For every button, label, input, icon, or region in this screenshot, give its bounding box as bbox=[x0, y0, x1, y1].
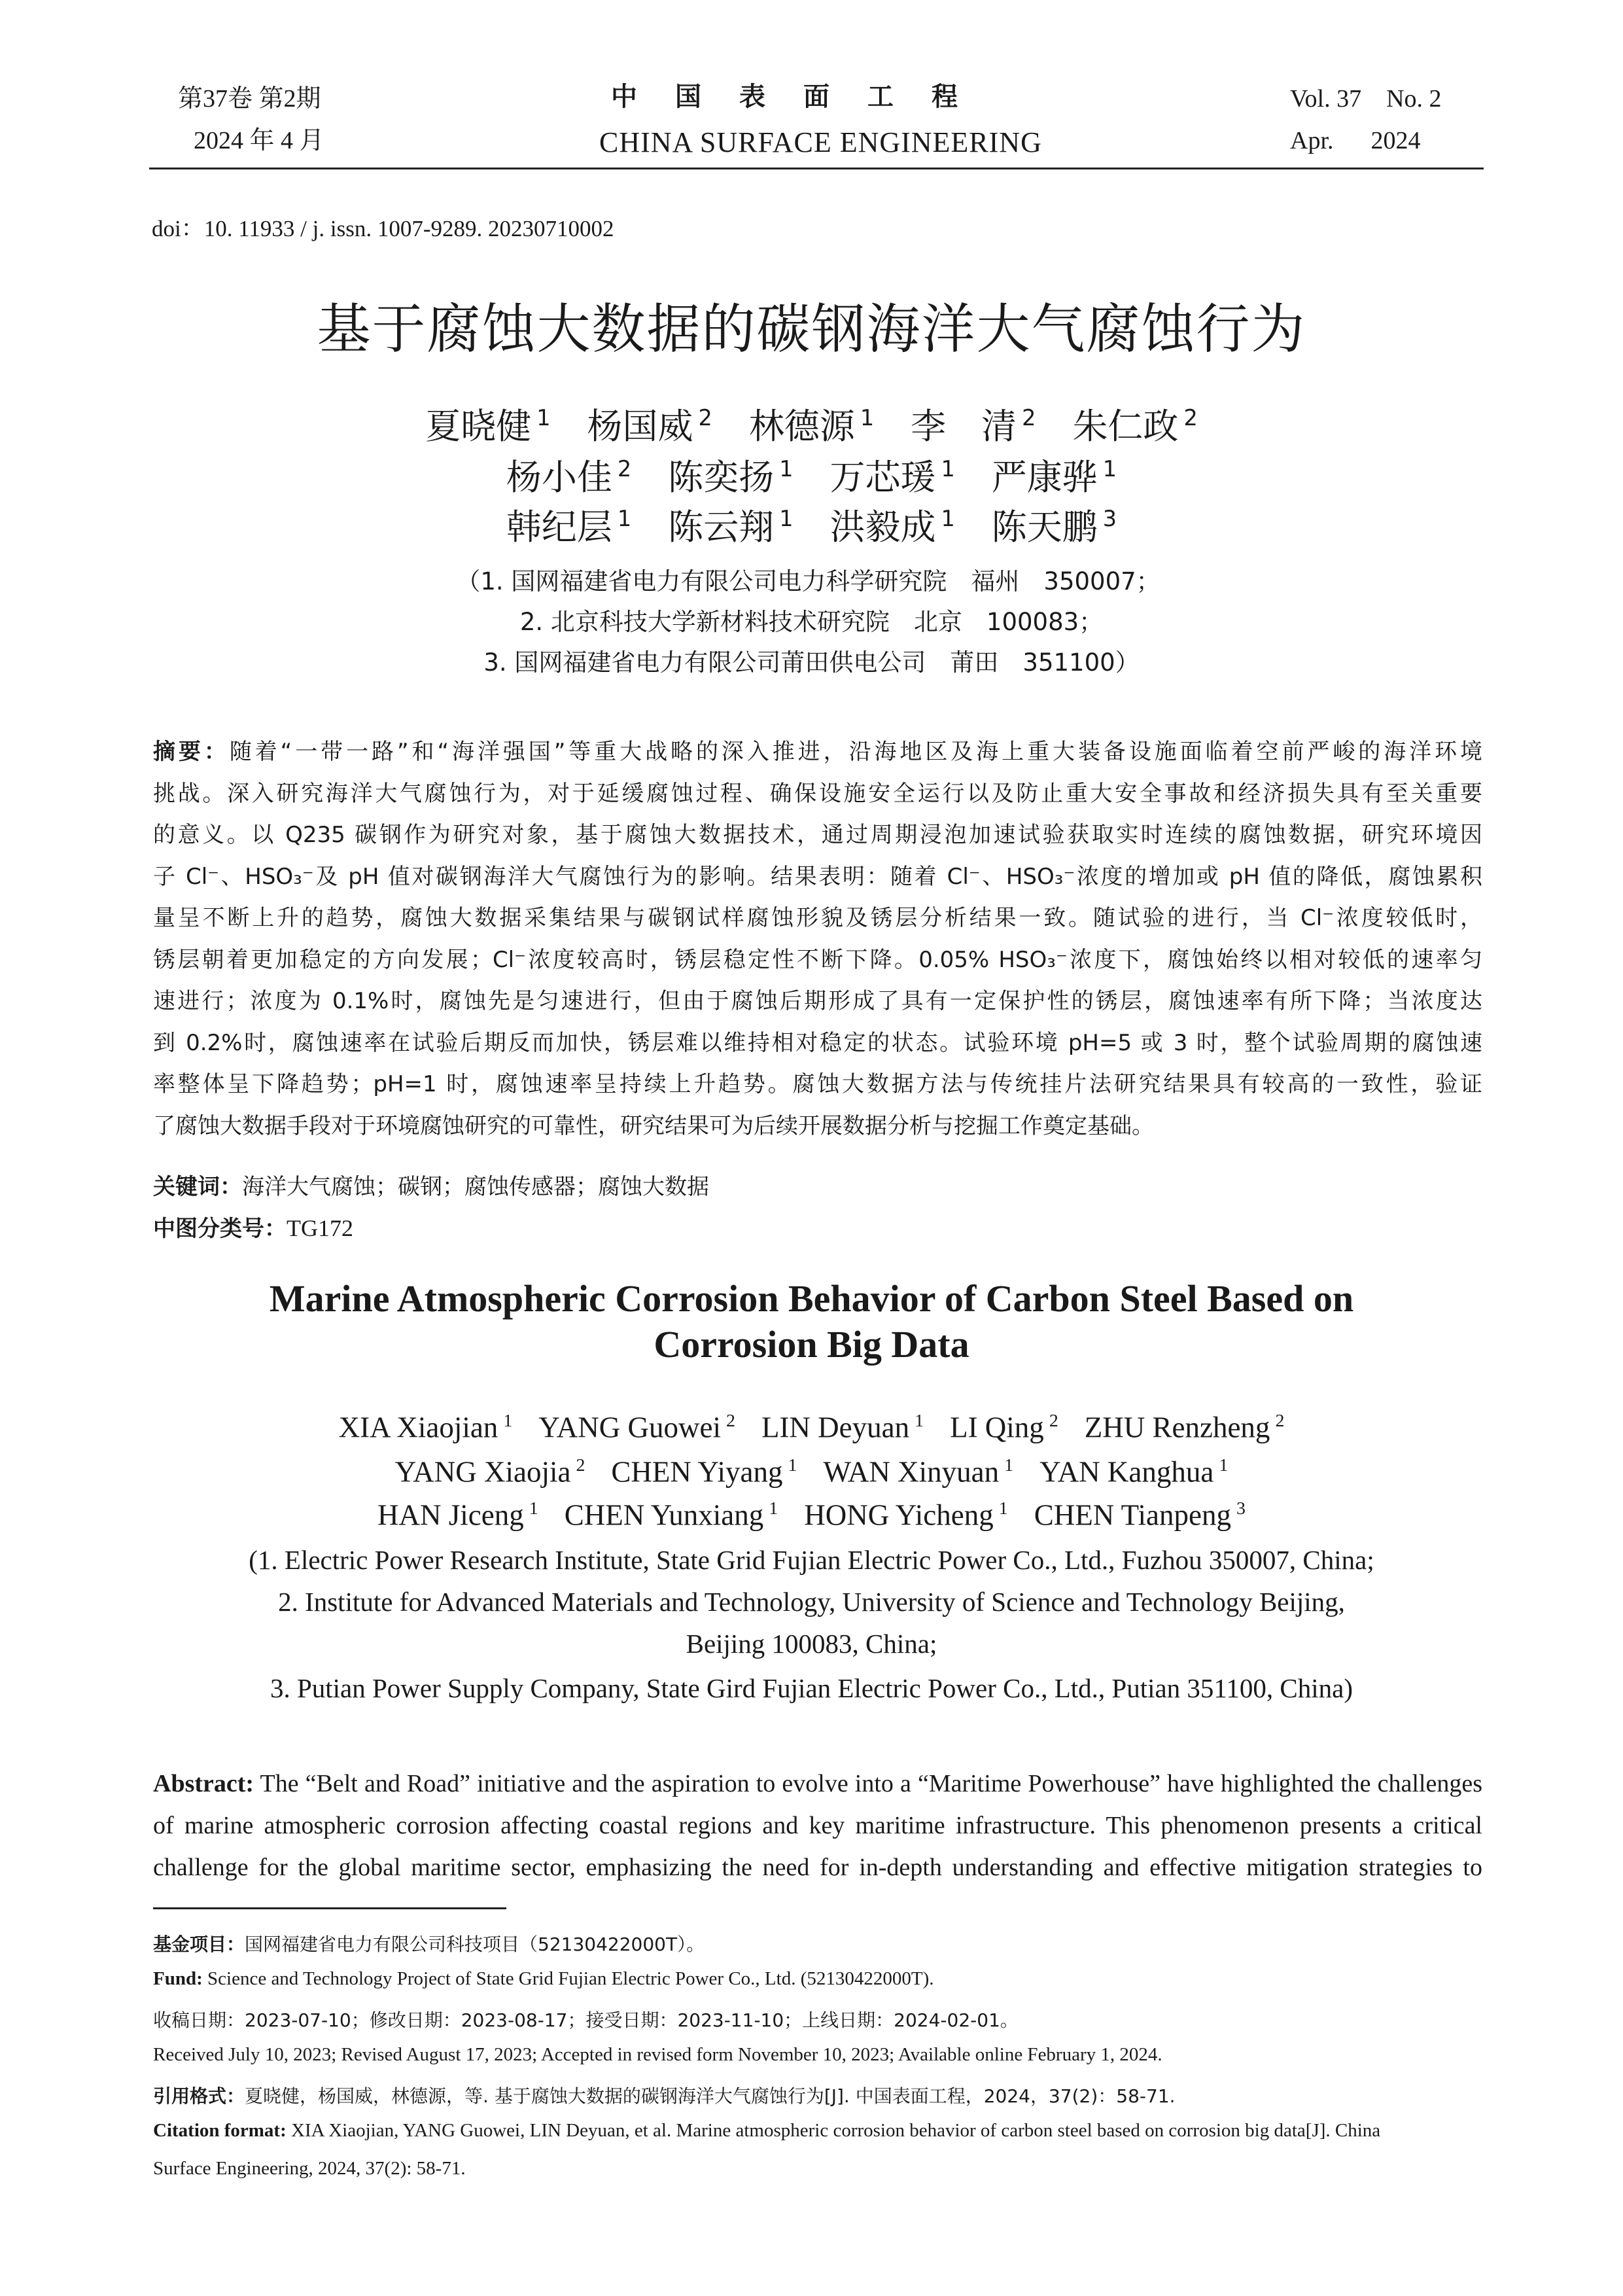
affiliation-en-2-cont: Beijing 100083, China; bbox=[686, 1629, 937, 1659]
author-name: CHEN Tianpeng bbox=[1034, 1498, 1232, 1532]
footnote-dates-en: Received July 10, 2023; Revised August 17, 2023; Accepted in revised form November 10, 2023; Available online February 1, 2024. bbox=[153, 2044, 1162, 2065]
affiliation-en-3: 3. Putian Power Supply Company, State Gird Fujian Electric Power Co., Ltd., Putian 351100, China) bbox=[270, 1673, 1353, 1703]
author-name: YANG Xiaojia bbox=[394, 1455, 571, 1489]
abstract-cn-label: 摘要： bbox=[153, 739, 230, 765]
author bbox=[1085, 1412, 1285, 1443]
affiliation-cn-2: 2. 北京科技大学新材料技术研究院 北京 100083； bbox=[519, 608, 1104, 636]
affiliation-en-1: (1. Electric Power Research Institute, State Grid Fujian Electric Power Co., Ltd., Fuzhou 350007, China; bbox=[249, 1545, 1374, 1575]
abstract-en-line: The “Belt and Road” initiative and the aspiration to evolve into a “Maritime Powerhouse” have highlighted the challenges bbox=[254, 1770, 1482, 1797]
abstract-en-line: challenge for the global maritime sector, emphasizing the need for in-depth understanding and effective mitigation strategies to bbox=[153, 1854, 1482, 1881]
clc-number bbox=[153, 1210, 353, 1243]
fund-cn-text: 国网福建省电力有限公司科技项目（52130422000T）。 bbox=[245, 1934, 705, 1955]
author-name: 陈天鹏 bbox=[991, 506, 1098, 548]
fund-cn-label: 基金项目： bbox=[153, 1934, 245, 1955]
author-affiliation-index: 2 bbox=[698, 405, 712, 431]
abstract-cn-line: 随着“一带一路”和“海洋强国”等重大战略的深入推进，沿海地区及海上重大装备设施面临着空前严峻的海洋环境 bbox=[229, 739, 1482, 765]
keywords-cn bbox=[153, 1169, 709, 1201]
fund-en-text: Science and Technology Project of State Grid Fujian Electric Power Co., Ltd. (52130422000T). bbox=[202, 1968, 934, 1989]
footnote-dates-cn: 收稿日期：2023-07-10；修改日期：2023-08-17；接受日期：2023-11-10；上线日期：2024-02-01。 bbox=[153, 2009, 1019, 2031]
abstract-cn-line: 的意义。以 Q235 碳钢作为研究对象，基于腐蚀大数据技术，通过周期浸泡加速试验获取实时连续的腐蚀数据，研究环境因 bbox=[153, 822, 1482, 848]
footnote-citation-cn bbox=[153, 2082, 1176, 2108]
author bbox=[395, 1457, 585, 1487]
author-name: 杨小佳 bbox=[506, 457, 612, 499]
author bbox=[339, 1412, 513, 1443]
doi: doi：10. 11933 / j. issn. 1007-9289. 20230710002 bbox=[152, 216, 614, 241]
author-affiliation-index: 1 bbox=[529, 1498, 538, 1519]
clc-label: 中图分类号： bbox=[153, 1216, 287, 1242]
author-name: 万芯瑗 bbox=[829, 457, 936, 499]
author-affiliation-index: 1 bbox=[617, 506, 632, 531]
author bbox=[804, 1500, 1008, 1530]
author-affiliation-index: 2 bbox=[1049, 1411, 1058, 1431]
author-affiliation-index: 2 bbox=[576, 1455, 585, 1475]
header-volume-en: Vol. 37 No. 2 bbox=[1290, 85, 1442, 113]
title-cn: 基于腐蚀大数据的碳钢海洋大气腐蚀行为 bbox=[317, 298, 1306, 361]
author-name: ZHU Renzheng bbox=[1084, 1411, 1270, 1444]
abstract-en bbox=[153, 1763, 1482, 1888]
author-affiliation-index: 1 bbox=[998, 1498, 1008, 1519]
author-affiliation-index: 3 bbox=[1236, 1498, 1246, 1519]
author-name: CHEN Yiyang bbox=[611, 1455, 783, 1489]
authors-en-row-2 bbox=[0, 1457, 1623, 1487]
author bbox=[1072, 405, 1198, 448]
header-rule bbox=[149, 168, 1484, 169]
title-en-line-1: Marine Atmospheric Corrosion Behavior of Carbon Steel Based on bbox=[269, 1277, 1354, 1320]
author-affiliation-index: 3 bbox=[1102, 506, 1117, 531]
footnote-rule bbox=[153, 1907, 506, 1909]
author bbox=[991, 456, 1117, 499]
author-affiliation-index: 1 bbox=[941, 506, 955, 531]
author bbox=[950, 1412, 1058, 1443]
header-date-cn: 2024 年 4 月 bbox=[194, 127, 324, 154]
footnote-citation-en-cont: Surface Engineering, 2024, 37(2): 58-71. bbox=[153, 2158, 466, 2179]
author bbox=[506, 506, 632, 548]
abstract-en-label: Abstract: bbox=[153, 1770, 254, 1797]
author-name: 严康骅 bbox=[991, 457, 1098, 499]
author-name: YAN Kanghua bbox=[1039, 1455, 1214, 1489]
fund-en-label: Fund: bbox=[153, 1968, 203, 1989]
abstract-cn-line: 到 0.2%时，腐蚀速率在试验后期反而加快，锈层难以维持相对稳定的状态。试验环境 pH=5 或 3 时，整个试验周期的腐蚀速 bbox=[153, 1029, 1482, 1056]
header-date-en: Apr. 2024 bbox=[1290, 127, 1421, 154]
author-name: 韩纪层 bbox=[506, 506, 612, 548]
author-affiliation-index: 1 bbox=[503, 1411, 513, 1431]
author bbox=[668, 506, 794, 548]
author-name: YANG Guowei bbox=[538, 1411, 721, 1444]
author-affiliation-index: 1 bbox=[788, 1455, 797, 1475]
author bbox=[823, 1457, 1013, 1487]
author-affiliation-index: 2 bbox=[726, 1411, 735, 1431]
author-name: 洪毅成 bbox=[829, 506, 936, 548]
authors-en-row-1 bbox=[0, 1412, 1623, 1443]
author-affiliation-index: 2 bbox=[1183, 405, 1198, 431]
author-name: HAN Jiceng bbox=[377, 1498, 524, 1532]
abstract-cn-line: 子 Cl⁻、HSO₃⁻及 pH 值对碳钢海洋大气腐蚀行为的影响。结果表明：随着 Cl⁻、HSO₃⁻浓度的增加或 pH 值的降低，腐蚀累积 bbox=[153, 863, 1482, 890]
author-affiliation-index: 1 bbox=[1102, 456, 1117, 482]
author-name: LI Qing bbox=[950, 1411, 1044, 1444]
abstract-cn-line: 速进行；浓度为 0.1%时，腐蚀先是匀速进行，但由于腐蚀后期形成了具有一定保护性的锈层，腐蚀速率有所下降；当浓度达 bbox=[153, 988, 1482, 1014]
author-name: 李 清 bbox=[911, 406, 1017, 448]
keywords-cn-text: 海洋大气腐蚀；碳钢；腐蚀传感器；腐蚀大数据 bbox=[242, 1174, 709, 1200]
authors-cn-row-2 bbox=[0, 456, 1623, 499]
author-affiliation-index: 1 bbox=[1004, 1455, 1014, 1475]
footnote-fund-en bbox=[153, 1968, 934, 1990]
author bbox=[748, 405, 875, 448]
abstract-cn bbox=[153, 732, 1482, 1147]
author bbox=[1034, 1500, 1246, 1530]
author-name: HONG Yicheng bbox=[804, 1498, 994, 1532]
title-en-line-2: Corrosion Big Data bbox=[654, 1323, 969, 1366]
authors-cn-row-3 bbox=[0, 506, 1623, 548]
author bbox=[829, 506, 955, 548]
keywords-cn-label: 关键词： bbox=[153, 1174, 242, 1200]
author-affiliation-index: 2 bbox=[1022, 405, 1036, 431]
affiliation-cn-1: （1. 国网福建省电力有限公司电力科学研究院 福州 350007； bbox=[456, 567, 1161, 595]
author bbox=[668, 456, 794, 499]
author-name: XIA Xiaojian bbox=[338, 1411, 498, 1444]
affiliation-cn-3: 3. 国网福建省电力有限公司莆田供电公司 莆田 351100） bbox=[483, 648, 1140, 677]
citation-cn-text: 夏晓健，杨国威，林德源，等. 基于腐蚀大数据的碳钢海洋大气腐蚀行为[J]. 中国表面工程，2024，37(2)：58-71. bbox=[245, 2085, 1176, 2107]
journal-title-en: CHINA SURFACE ENGINEERING bbox=[599, 126, 1042, 158]
author-name: 杨国威 bbox=[587, 406, 693, 448]
author-name: LIN Deyuan bbox=[761, 1411, 910, 1444]
header-volume-cn: 第37卷 第2期 bbox=[178, 85, 321, 113]
author bbox=[377, 1500, 538, 1530]
abstract-cn-line: 挑战。深入研究海洋大气腐蚀行为，对于延缓腐蚀过程、确保设施安全运行以及防止重大安全事故和经济损失具有至关重要 bbox=[153, 780, 1482, 807]
journal-title-cn: 中国表面工程 bbox=[611, 82, 996, 112]
citation-en-text: XIA Xiaojian, YANG Guowei, LIN Deyuan, et al. Marine atmospheric corrosion behavior of carbon steel based on corrosion big data[J]. China bbox=[286, 2120, 1381, 2141]
author-affiliation-index: 1 bbox=[536, 405, 551, 431]
footnote-fund-cn bbox=[153, 1930, 705, 1956]
author-name: CHEN Yunxiang bbox=[564, 1498, 764, 1532]
author-affiliation-index: 1 bbox=[769, 1498, 778, 1519]
author-affiliation-index: 1 bbox=[941, 456, 955, 482]
author bbox=[911, 405, 1036, 448]
author-name: WAN Xinyuan bbox=[823, 1455, 1000, 1489]
clc-text: TG172 bbox=[287, 1215, 353, 1241]
author bbox=[761, 1412, 924, 1443]
author bbox=[611, 1457, 797, 1487]
author bbox=[829, 456, 955, 499]
author-affiliation-index: 1 bbox=[915, 1411, 924, 1431]
author bbox=[565, 1500, 778, 1530]
abstract-cn-line: 量呈不断上升的趋势，腐蚀大数据采集结果与碳钢试样腐蚀形貌及锈层分析结果一致。随试验的进行，当 Cl⁻浓度较低时， bbox=[153, 905, 1482, 931]
citation-cn-label: 引用格式： bbox=[153, 2085, 245, 2107]
citation-en-label: Citation format: bbox=[153, 2120, 287, 2141]
abstract-en-line: of marine atmospheric corrosion affecting coastal regions and key maritime infrastructure. This phenomenon presents a critical bbox=[153, 1812, 1482, 1839]
author bbox=[538, 1412, 735, 1443]
author-name: 朱仁政 bbox=[1072, 406, 1179, 448]
affiliation-en-2: 2. Institute for Advanced Materials and Technology, University of Science and Technology Beijing, bbox=[278, 1587, 1345, 1617]
footnote-citation-en bbox=[153, 2120, 1482, 2142]
author bbox=[587, 405, 712, 448]
author bbox=[506, 456, 632, 499]
author-affiliation-index: 1 bbox=[860, 405, 875, 431]
author bbox=[425, 405, 551, 448]
author-affiliation-index: 1 bbox=[1219, 1455, 1229, 1475]
author-name: 陈奕扬 bbox=[668, 457, 775, 499]
title-en bbox=[0, 1276, 1623, 1368]
authors-en-row-3 bbox=[0, 1500, 1623, 1530]
author-name: 夏晓健 bbox=[425, 406, 532, 448]
authors-cn-row-1 bbox=[0, 405, 1623, 448]
author-affiliation-index: 1 bbox=[779, 456, 794, 482]
abstract-cn-line: 锈层朝着更加稳定的方向发展；Cl⁻浓度较高时，锈层稳定性不断下降。0.05% HSO₃⁻浓度下，腐蚀始终以相对较低的速率匀 bbox=[153, 946, 1482, 973]
author-affiliation-index: 2 bbox=[617, 456, 632, 482]
author-name: 林德源 bbox=[748, 406, 855, 448]
abstract-cn-line: 率整体呈下降趋势；pH=1 时，腐蚀速率呈持续上升趋势。腐蚀大数据方法与传统挂片法研究结果具有较高的一致性，验证 bbox=[153, 1071, 1482, 1097]
author bbox=[991, 506, 1117, 548]
author bbox=[1039, 1457, 1228, 1487]
author-affiliation-index: 2 bbox=[1275, 1411, 1285, 1431]
author-name: 陈云翔 bbox=[668, 506, 775, 548]
abstract-cn-line: 了腐蚀大数据手段对于环境腐蚀研究的可靠性，研究结果可为后续开展数据分析与挖掘工作奠定基础。 bbox=[153, 1112, 1154, 1139]
author-affiliation-index: 1 bbox=[779, 506, 794, 531]
